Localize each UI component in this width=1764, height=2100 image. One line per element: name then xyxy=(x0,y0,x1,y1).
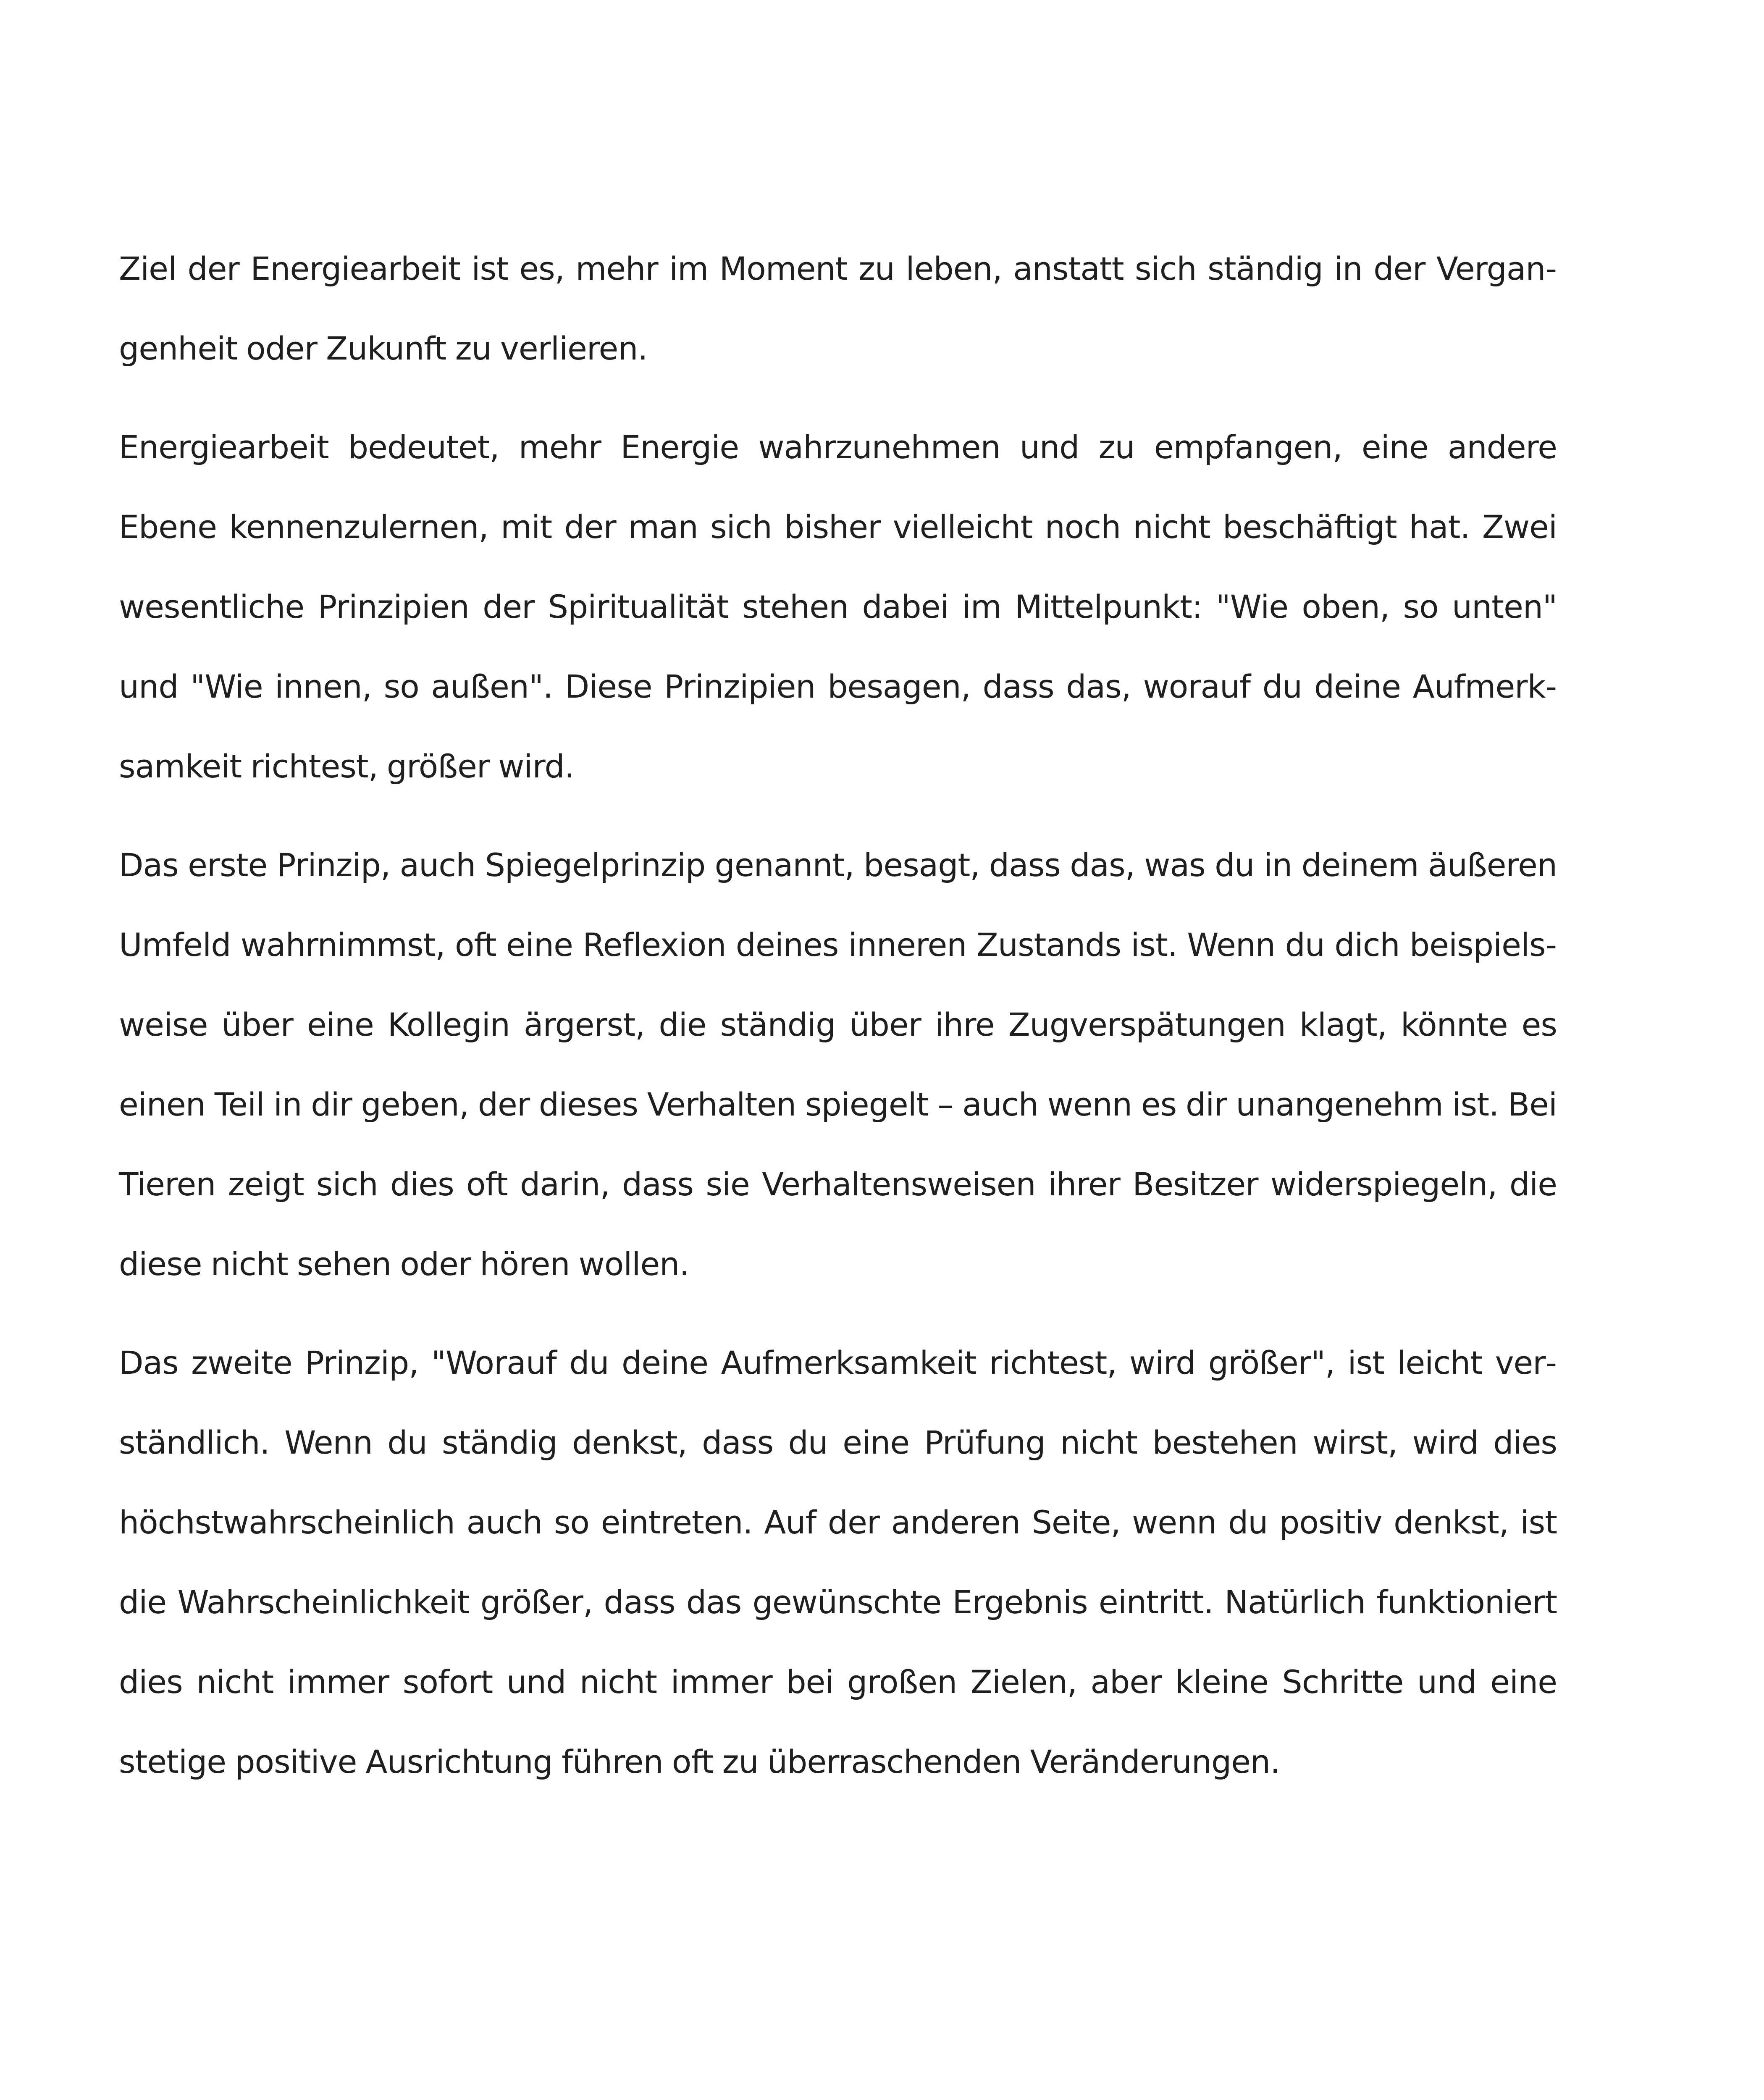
body-text xyxy=(119,229,1557,1821)
paragraph-1: Ziel der Energiearbeit ist es, mehr im Moment zu leben, anstatt sich ständig in der Vergangenheit oder Zukunft zu verlieren. xyxy=(119,250,1557,367)
paragraph-4: Das zweite Prinzip, "Worauf du deine Aufmerksamkeit richtest, wird größer", ist leicht verständlich. Wenn du ständig denkst, dass du eine Prüfung nicht bestehen wirst, wird dies höchstwahrscheinlich auch so eintreten. Auf der anderen Seite, wenn du positiv denkst, ist die Wahrscheinlichkeit größer, dass das gewünschte Ergebnis eintritt. Natürlich funktioniert dies nicht immer sofort und nicht immer bei großen Zielen, aber kleine Schritte und eine stetige positive Ausrichtung führen oft zu überraschenden Veränderungen. xyxy=(119,1344,1557,1780)
paragraph-3: Das erste Prinzip, auch Spiegelprinzip genannt, besagt, dass das, was du in deinem äußeren Umfeld wahrnimmst, oft eine Reflexion deines inneren Zustands ist. Wenn du dich beispielsweise über eine Kollegin ärgerst, die ständig über ihre Zugverspätungen klagt, könnte es einen Teil in dir geben, der dieses Verhalten spiegelt – auch wenn es dir unangenehm ist. Bei Tieren zeigt sich dies oft darin, dass sie Verhaltensweisen ihrer Besitzer widerspiegeln, die diese nicht sehen oder hören wollen. xyxy=(119,846,1557,1283)
paragraph-2: Energiearbeit bedeutet, mehr Energie wahrzunehmen und zu empfangen, eine andere Ebene kennenzulernen, mit der man sich bisher vielleicht noch nicht beschäftigt hat. Zwei wesentliche Prinzipien der Spiritualität stehen dabei im Mittelpunkt: "Wie oben, so unten" und "Wie innen, so außen". Diese Prinzipien besagen, dass das, worauf du deine Aufmerksamkeit richtest, größer wird. xyxy=(119,428,1557,785)
